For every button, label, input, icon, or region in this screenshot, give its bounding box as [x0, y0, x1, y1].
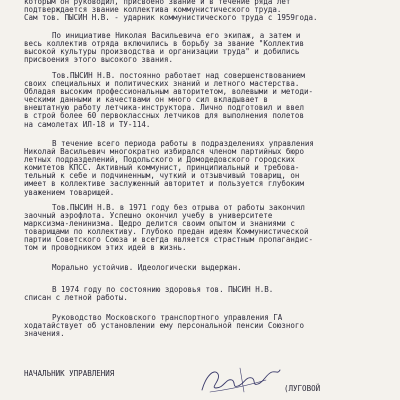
paragraph-1	[24, 0, 392, 22]
text-line: ческими данными и качествами он много сил вкладывает в	[24, 96, 268, 105]
text-line: Николай Васильевич многократно избирался членом партийных бюро	[24, 148, 304, 157]
text-line: Морально устойчив. Идеологически выдержан.	[52, 264, 242, 272]
handwritten-signature	[196, 362, 286, 398]
text-line: летных подразделений, Подольского и Домодедовского городских	[24, 156, 295, 165]
text-line: присвоения этого высокого звания.	[24, 56, 174, 65]
text-line: ходатайствует об установлении ему персональной пенсии Союзного	[24, 322, 304, 331]
text-line: марксизма-ленинизма. Щедро делится своим опытом и знаниями с	[24, 220, 295, 229]
paragraph-8	[24, 314, 392, 338]
text-line: товарищами по коллективу. Глубоко предан идеям Коммунистической	[24, 228, 309, 237]
text-line: значения.	[24, 330, 65, 339]
text-line: партии Советского Союза и всегда является страстным пропагандис-	[24, 236, 313, 245]
text-line: Сам тов. ПЫСИН Н.В. - ударник коммунистического труда с 1959года.	[24, 14, 318, 23]
text-line: В течение всего периода работы в подразделениях управления	[52, 140, 314, 148]
paragraph-4	[24, 140, 392, 197]
text-line: заочный аэрофлота. Успешно окончил учебу в университете	[24, 212, 273, 221]
text-line: Тов.ПЫСИН Н.В. в 1971 году без отрыва от работы закончил	[52, 204, 305, 212]
text-line: в строй более 60 первоклассных летчиков для выполнения полетов	[24, 112, 304, 121]
paragraph-2	[24, 32, 392, 64]
text-line: уважением товарищей.	[24, 188, 115, 197]
text-line: списан с летной работы.	[24, 294, 128, 303]
text-line: В 1974 году по состоянию здоровья тов. ПЫСИН Н.В.	[52, 286, 274, 294]
text-line: весь коллектив отряда включились в борьбу за звание "Коллектив	[24, 40, 304, 49]
text-line: подтверждается звание коллектива коммунистического труда.	[24, 6, 282, 15]
paragraph-3	[24, 72, 392, 129]
text-line: комитетов КПСС. Активный коммунист, принципиальный и требова-	[24, 164, 300, 173]
text-line: на самолетах ИЛ-18 и ТУ-114.	[24, 120, 151, 129]
text-line: высокой культуры производства и организации труда" и добились	[24, 48, 300, 57]
text-line: том и проводником этих идей в жизнь.	[24, 244, 187, 253]
text-line: своих специальных и политических знаний и летного мастерства.	[24, 80, 300, 89]
text-line: По инициативе Николая Васильевича его экипаж, а затем и	[52, 32, 301, 40]
text-line: имеет в коллективе заслуженный авторитет и пользуется глубоким	[24, 180, 304, 189]
text-line: внештатную работу летчика-инструктора. Лично подготовил и ввел	[24, 104, 304, 113]
text-line: Тов.ПЫСИН Н.В. постоянно работает над совершенствованием	[52, 72, 305, 80]
text-line: Обладая высоким профессиональным авторитетом, волевыми и методи-	[24, 88, 313, 97]
paragraph-7	[24, 286, 392, 302]
paragraph-5	[24, 204, 392, 253]
text-line: которым он руководил, присвоено звание и в течение ряда лет	[24, 0, 291, 6]
text-line: тельный к себе и подчиненным, чуткий и отзывчивый товарищ, он	[24, 172, 300, 181]
signatory-title: НАЧАЛЬНИК УПРАВЛЕНИЯ	[24, 369, 115, 378]
signatory-name: (ЛУГОВОЙ	[284, 384, 321, 393]
paragraph-6	[24, 264, 392, 272]
text-line: Руководство Московского транспортного управления ГА	[52, 314, 283, 322]
